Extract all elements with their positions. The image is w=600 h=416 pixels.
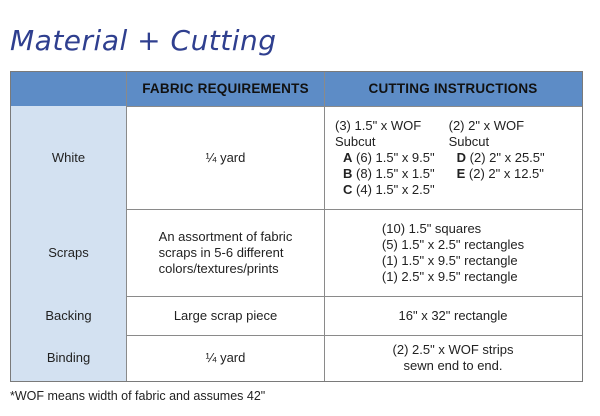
table-header-row (11, 72, 582, 107)
white-cut-strip-2: (2) 2" x WOF (448, 117, 525, 133)
white-cut-strip-1: (3) 1.5" x WOF (335, 117, 422, 133)
scraps-cut-line: (1) 1.5" x 9.5" rectangle (381, 252, 518, 268)
scraps-req-line: An assortment of fabric (158, 228, 293, 244)
header-empty (11, 72, 127, 106)
white-subcut-label-1: Subcut (335, 133, 376, 149)
scraps-req-line: scraps in 5-6 different (158, 244, 284, 260)
header-cutting-instructions: CUTTING INSTRUCTIONS (368, 81, 538, 96)
white-subcut-a: A (6) 1.5" x 9.5" (343, 149, 435, 165)
table-row-scraps (11, 209, 582, 297)
page-title: Material + Cutting (10, 24, 277, 57)
white-cutting-col-1 (335, 118, 435, 198)
white-requirement: ¼ yard (127, 106, 325, 209)
table-row-backing (11, 296, 582, 336)
white-subcut-b: B (8) 1.5" x 1.5" (343, 165, 435, 181)
backing-requirement: Large scrap piece (127, 296, 325, 335)
binding-cut-line: (2) 2.5" x WOF strips (392, 342, 514, 357)
table-row-binding (11, 335, 582, 381)
scraps-cut-line: (1) 2.5" x 9.5" rectangle (381, 268, 518, 284)
table-row-white (11, 106, 582, 210)
white-cutting (325, 106, 581, 209)
row-label-white: White (11, 106, 127, 209)
binding-cut-line: sewn end to end. (403, 358, 503, 373)
scraps-cut-line: (5) 1.5" x 2.5" rectangles (381, 236, 525, 252)
row-label-binding: Binding (11, 335, 127, 381)
binding-cutting (325, 335, 581, 381)
white-subcut-c: C (4) 1.5" x 2.5" (343, 181, 435, 197)
scraps-requirement (127, 209, 325, 296)
row-label-scraps: Scraps (11, 209, 127, 296)
header-fabric-requirements: FABRIC REQUIREMENTS (127, 72, 325, 106)
scraps-req-line: colors/textures/prints (158, 260, 279, 276)
scraps-cut-line: (10) 1.5" squares (381, 220, 482, 236)
materials-table (10, 71, 583, 382)
footnote: *WOF means width of fabric and assumes 42" (10, 389, 266, 403)
binding-requirement: ¼ yard (127, 335, 325, 381)
white-subcut-label-2: Subcut (448, 133, 490, 149)
white-subcut-e: E (2) 2" x 12.5" (456, 165, 544, 181)
white-subcut-d: D (2) 2" x 25.5" (456, 149, 545, 165)
scraps-cutting (325, 209, 581, 296)
backing-cutting: 16" x 32" rectangle (398, 307, 508, 323)
row-label-backing: Backing (11, 296, 127, 335)
white-cutting-col-2 (449, 118, 545, 182)
